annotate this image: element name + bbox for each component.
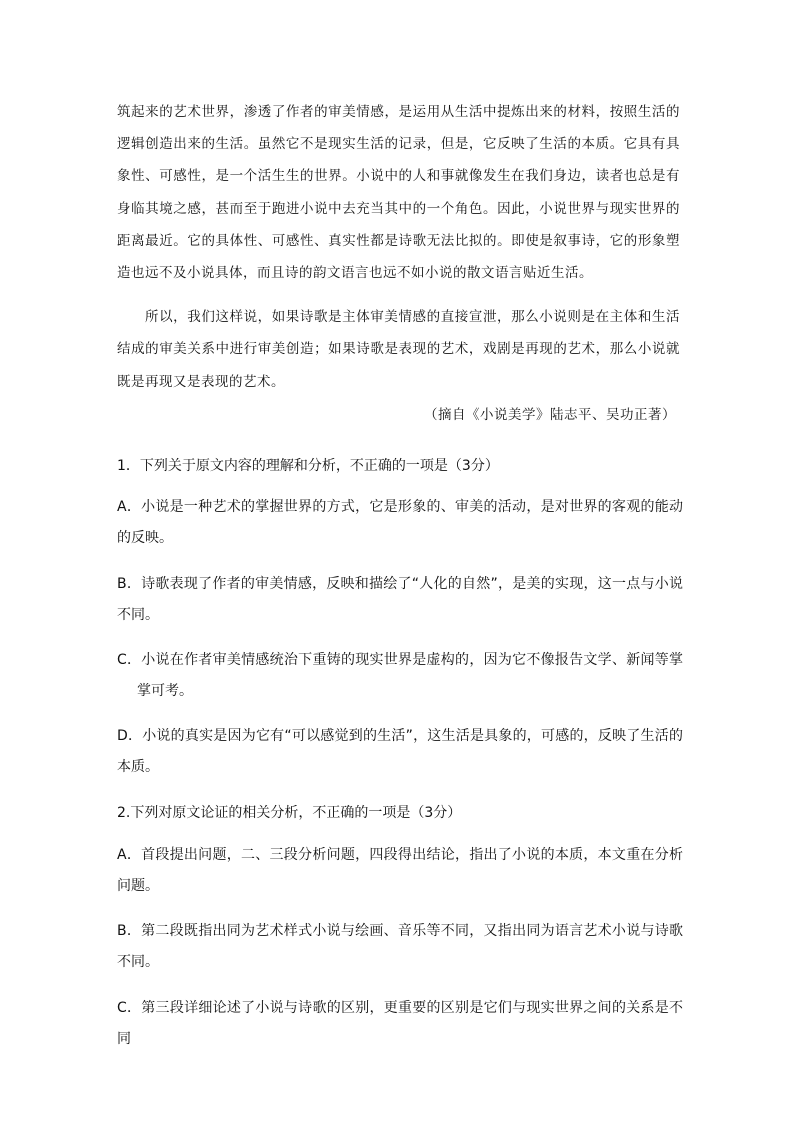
question-1-stem: 1．下列关于原文内容的理解和分析，不正确的一项是（3分） [117,458,499,474]
question-1-option-b: B．诗歌表现了作者的审美情感，反映和描绘了“人化的自然”，是美的实现，这一点与小说不同。 [117,576,683,623]
question-2-option-c: C．第三段详细论述了小说与诗歌的区别，更重要的区别是它们与现实世界之间的关系是不同 [117,1000,683,1047]
question-1-option-d: D．小说的真实是因为它有“可以感觉到的生活”，这生活是具象的，可感的，反映了生活的本质。 [117,728,683,775]
question-2-option-a: A．首段提出问题，二、三段分析问题，四段得出结论，指出了小说的本质，本文重在分析问题。 [117,847,683,894]
passage-text [117,96,680,398]
question-1-option-c: C．小说在作者审美情感统治下重铸的现实世界是虚构的，因为它不像报告文学、新闻等掌掌可考。 [117,652,683,699]
question-2-option-b: B．第二段既指出同为艺术样式小说与绘画、音乐等不同，又指出同为语言艺术小说与诗歌不同。 [117,923,683,970]
passage-paragraph-2: 所以，我们这样说，如果诗歌是主体审美情感的直接宣泄，那么小说则是在主体和生活结成的审美关系中进行审美创造；如果诗歌是表现的艺术，戏剧是再现的艺术，那么小说就既是再现又是表现的艺术。 [117,309,680,390]
question-2-stem: 2.下列对原文论证的相关分析，不正确的一项是（3分） [117,805,462,821]
passage-paragraph-1: 筑起来的艺术世界，渗透了作者的审美情感，是运用从生活中提炼出来的材料，按照生活的逻辑创造出来的生活。虽然它不是现实生活的记录，但是，它反映了生活的本质。它具有具象性、可感性，是一个活生生的世界。小说中的人和事就像发生在我们身边，读者也总是有身临其境之感，甚而至于跑进小说中去充当其中的一个角色。因此，小说世界与现实世界的距离最近。它的具体性、可感性、真实性都是诗歌无法比拟的。即使是叙事诗，它的形象塑造也远不及小说具体，而且诗的韵文语言也远不如小说的散文语言贴近生活。 [117,104,680,282]
question-1-option-a: A．小说是一种艺术的掌握世界的方式，它是形象的、审美的活动，是对世界的客观的能动的反映。 [117,499,683,546]
source-attribution: （摘自《小说美学》陆志平、吴功正著） [424,407,676,423]
